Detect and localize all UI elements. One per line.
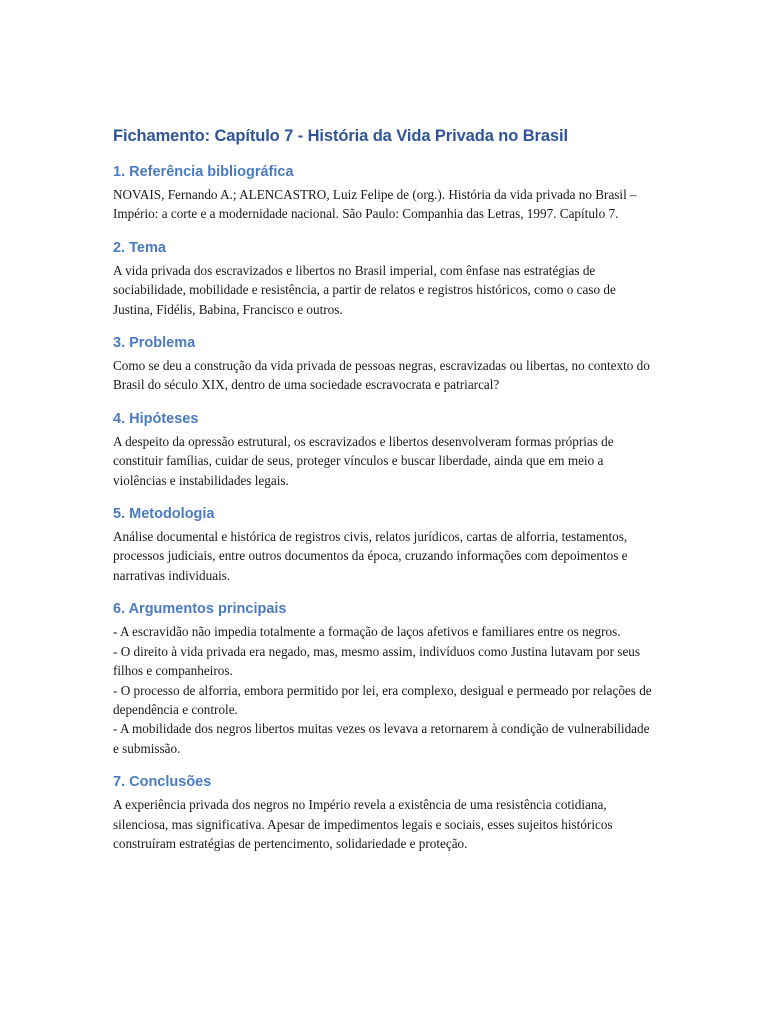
section-body: Análise documental e histórica de registros civis, relatos jurídicos, cartas de alforria, testamentos, processos judiciais, entre outros documentos da época, cruzando informações com depoimentos e narrativas individuais. [113, 529, 628, 583]
document-title: Fichamento: Capítulo 7 - História da Vida Privada no Brasil [113, 127, 568, 145]
section-heading: 6. Argumentos principais [113, 601, 287, 618]
section-argumentos [113, 600, 658, 758]
section-heading: 2. Tema [113, 239, 166, 256]
section-conclusoes [113, 773, 658, 853]
argument-item: - O direito à vida privada era negado, mas, mesmo assim, indivíduos como Justina lutavam por seus filhos e companheiros. [113, 643, 641, 679]
section-body: A experiência privada dos negros no Império revela a existência de uma resistência cotidiana, silenciosa, mas significativa. Apesar de impedimentos legais e sociais, esses sujeitos históricos construíram estratégias de pertencimento, solidariedade e proteção. [113, 797, 613, 851]
section-heading: 3. Problema [113, 335, 196, 352]
section-hipoteses [113, 410, 658, 490]
section-heading: 4. Hipóteses [113, 410, 199, 427]
section-body: NOVAIS, Fernando A.; ALENCASTRO, Luiz Felipe de (org.). História da vida privada no Brasil – Império: a corte e a modernidade nacional. São Paulo: Companhia das Letras, 1997. Capítulo 7. [113, 187, 637, 222]
argument-list [113, 622, 658, 758]
section-heading: 1. Referência bibliográfica [113, 164, 294, 180]
section-metodologia [113, 505, 658, 585]
document-page [113, 126, 658, 868]
section-heading: 7. Conclusões [113, 774, 212, 791]
section-heading: 5. Metodologia [113, 506, 215, 523]
argument-item: - A escravidão não impedia totalmente a formação de laços afetivos e familiares entre os negros. [113, 624, 621, 640]
section-tema [113, 239, 658, 319]
section-body: A vida privada dos escravizados e libertos no Brasil imperial, com ênfase nas estratégias de sociabilidade, mobilidade e resistência, a partir de relatos e registros históricos, como o caso de Justina, Fidélis, Babina, Francisco e outros. [113, 262, 616, 317]
section-referencia [113, 163, 658, 224]
argument-item: - A mobilidade dos negros libertos muitas vezes os levava a retornarem à condição de vulnerabilidade e submissão. [113, 721, 650, 756]
section-problema [113, 334, 658, 395]
argument-item: - O processo de alforria, embora permitido por lei, era complexo, desigual e permeado por relações de dependência e controle. [113, 682, 652, 717]
section-body: Como se deu a construção da vida privada de pessoas negras, escravizadas ou libertas, no contexto do Brasil do século XIX, dentro de uma sociedade escravocrata e patriarcal? [113, 358, 650, 393]
section-body: A despeito da opressão estrutural, os escravizados e libertos desenvolveram formas próprias de constituir famílias, cuidar de seus, proteger vínculos e buscar liberdade, ainda que em meio a violências e instabilidades legais. [113, 433, 614, 488]
